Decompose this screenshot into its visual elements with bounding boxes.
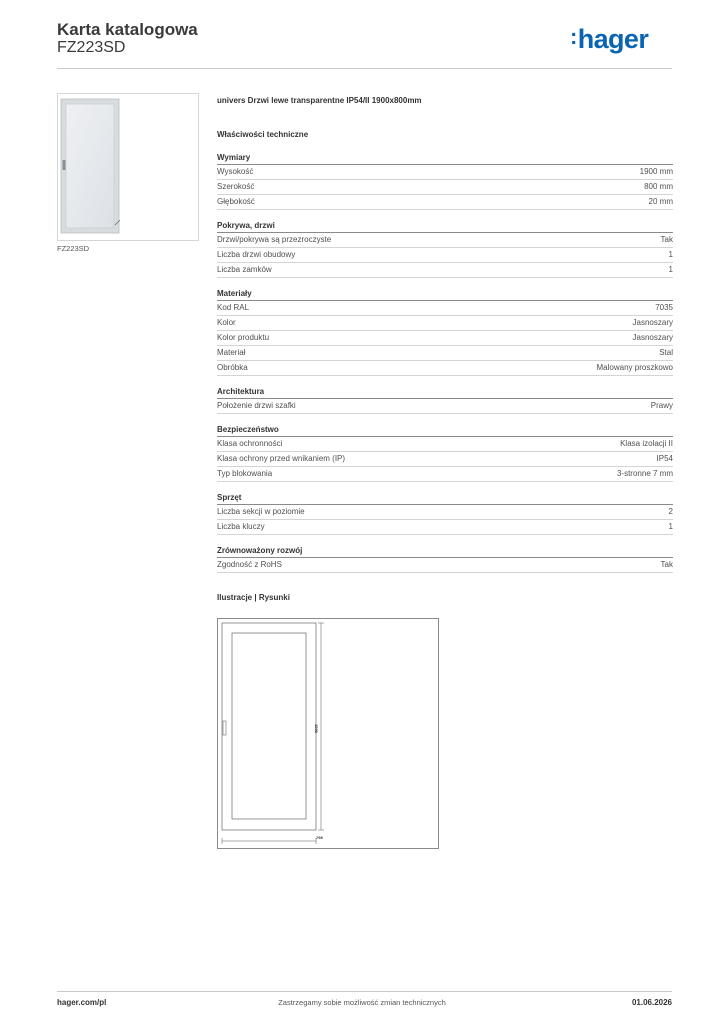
spec-row <box>217 263 673 278</box>
spec-label: Typ blokowania <box>217 469 273 478</box>
header-divider <box>57 68 672 69</box>
technical-drawing <box>217 618 439 849</box>
spec-value: 2 <box>668 507 673 516</box>
spec-content <box>217 96 673 605</box>
spec-row <box>217 467 673 482</box>
spec-row <box>217 195 673 210</box>
footer-website-link[interactable]: hager.com/pl <box>57 998 107 1007</box>
spec-value: Malowany proszkowo <box>596 363 673 372</box>
spec-section <box>217 423 673 482</box>
spec-row <box>217 233 673 248</box>
spec-row <box>217 248 673 263</box>
spec-table <box>217 504 673 535</box>
spec-row <box>217 399 673 414</box>
spec-section <box>217 219 673 278</box>
spec-value: IP54 <box>656 454 673 463</box>
spec-section <box>217 544 673 573</box>
spec-row <box>217 437 673 452</box>
spec-label: Liczba drzwi obudowy <box>217 250 296 259</box>
spec-label: Liczba kluczy <box>217 522 265 531</box>
spec-section-title: Bezpieczeństwo <box>217 425 279 434</box>
product-code: FZ223SD <box>57 39 126 56</box>
spec-label: Wysokość <box>217 167 254 176</box>
spec-label: Liczba zamków <box>217 265 272 274</box>
logo-text: hager <box>577 24 649 54</box>
spec-value: 3-stronne 7 mm <box>616 469 673 478</box>
spec-section-title: Zrównoważony rozwój <box>217 546 303 555</box>
spec-sections <box>217 151 673 573</box>
product-image-caption: FZ223SD <box>57 244 90 253</box>
spec-value: 7035 <box>655 303 673 312</box>
spec-row <box>217 558 673 573</box>
width-dimension-label: 798 <box>316 835 323 840</box>
product-image <box>57 93 199 241</box>
height-dimension-label: 1898 <box>314 724 319 733</box>
spec-label: Klasa ochronności <box>217 439 283 448</box>
spec-label: Szerokość <box>217 182 255 191</box>
document-title: Karta katalogowa <box>57 20 198 39</box>
spec-row <box>217 165 673 180</box>
spec-label: Położenie drzwi szafki <box>217 401 296 410</box>
footer-notice: Zastrzegamy sobie możliwość zmian technicznych <box>278 998 446 1007</box>
spec-row <box>217 346 673 361</box>
spec-section <box>217 385 673 414</box>
spec-section-title: Wymiary <box>217 153 251 162</box>
spec-value: 1 <box>668 265 673 274</box>
spec-row <box>217 316 673 331</box>
spec-section-title: Architektura <box>217 387 265 396</box>
spec-row <box>217 452 673 467</box>
spec-label: Liczba sekcji w poziomie <box>217 507 305 516</box>
spec-value: 1900 mm <box>639 167 673 176</box>
footer-date: 01.06.2026 <box>631 998 672 1007</box>
logo-colon-icon: : <box>570 24 577 49</box>
spec-row <box>217 520 673 535</box>
spec-table <box>217 398 673 414</box>
spec-table <box>217 436 673 482</box>
spec-label: Klasa ochrony przed wnikaniem (IP) <box>217 454 346 463</box>
spec-label: Kolor produktu <box>217 333 270 342</box>
technical-properties-heading: Właściwości techniczne <box>217 130 309 139</box>
spec-value: Tak <box>660 560 673 569</box>
door-photo-icon <box>58 94 200 242</box>
door-drawing-icon <box>218 619 440 850</box>
spec-section-title: Sprzęt <box>217 493 242 502</box>
spec-value: Stal <box>659 348 673 357</box>
spec-value: 1 <box>668 522 673 531</box>
spec-table <box>217 232 673 278</box>
illustrations-heading: Ilustracje | Rysunki <box>217 593 290 602</box>
spec-section <box>217 287 673 376</box>
spec-value: Klasa izolacji II <box>620 439 673 448</box>
spec-table <box>217 557 673 573</box>
spec-label: Głębokość <box>217 197 255 206</box>
spec-value: Jasnoszary <box>632 318 673 327</box>
spec-value: Jasnoszary <box>632 333 673 342</box>
spec-value: Prawy <box>650 401 673 410</box>
spec-section-title: Pokrywa, drzwi <box>217 221 275 230</box>
spec-row <box>217 361 673 376</box>
spec-label: Zgodność z RoHS <box>217 560 282 569</box>
spec-label: Drzwi/pokrywa są przezroczyste <box>217 235 332 244</box>
spec-section <box>217 151 673 210</box>
spec-table <box>217 164 673 210</box>
spec-row <box>217 301 673 316</box>
spec-table <box>217 300 673 376</box>
spec-value: 20 mm <box>648 197 673 206</box>
product-description: univers Drzwi lewe transparentne IP54/II 1900x800mm <box>217 96 422 105</box>
spec-section-title: Materiały <box>217 289 252 298</box>
hager-logo <box>570 24 648 55</box>
spec-value: Tak <box>660 235 673 244</box>
spec-label: Kolor <box>217 318 236 327</box>
spec-row <box>217 331 673 346</box>
spec-value: 1 <box>668 250 673 259</box>
footer-divider <box>57 991 672 992</box>
spec-section <box>217 491 673 535</box>
spec-row <box>217 505 673 520</box>
spec-row <box>217 180 673 195</box>
spec-value: 800 mm <box>644 182 673 191</box>
spec-label: Materiał <box>217 348 246 357</box>
spec-label: Kod RAL <box>217 303 250 312</box>
spec-label: Obróbka <box>217 363 248 372</box>
